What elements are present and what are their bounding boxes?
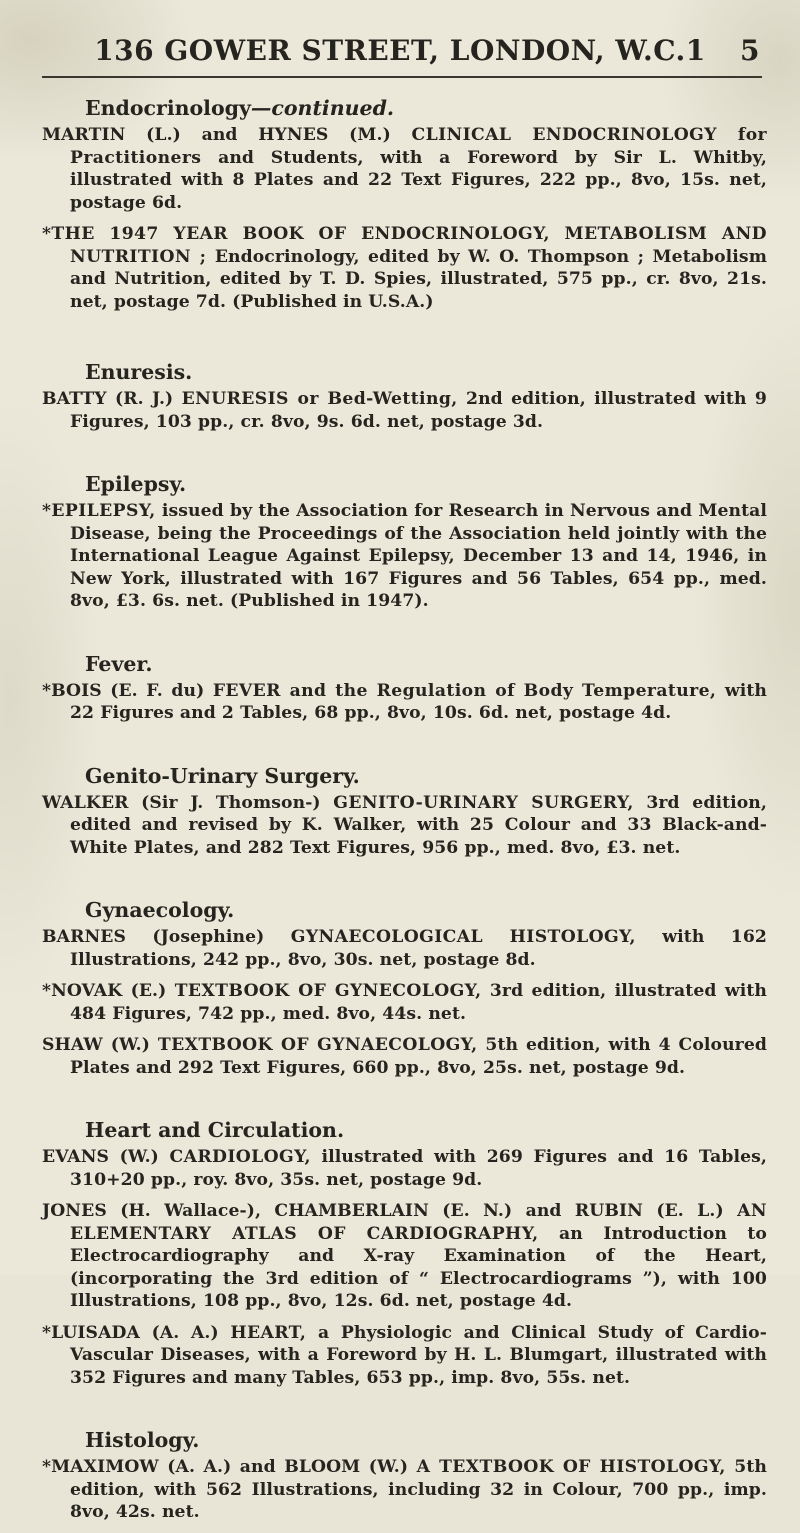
entry-details: Endocrinology, edited by W. O. Thompson ; Metabolism and Nutrition, edited by T. D. Spies, illustrated, 575 pp., cr. 8vo, 21s. net, postage 7d. (Published in U.S.A.) <box>70 246 767 312</box>
entry-author: *LUISADA (A. A.) <box>42 1322 219 1343</box>
entry-title: TEXTBOOK OF GYNECOLOGY, <box>174 981 482 1001</box>
entry-details: illustrated with 269 Figures and 16 Tables, 310+20 pp., roy. 8vo, 35s. net, postage 9d. <box>70 1147 768 1190</box>
entry-author: BARNES (Josephine) <box>42 927 265 947</box>
section-heading: Enuresis. <box>85 360 193 384</box>
entry-author: *MAXIMOW (A. A.) and BLOOM (W.) <box>42 1457 409 1477</box>
catalogue-entry <box>42 1456 767 1524</box>
entry-author: EVANS (W.) <box>42 1147 159 1167</box>
entry-details: a Physiologic and Clinical Study of Cardio-Vascular Diseases, with a Foreword by H. L. Blumgart, illustrated with 352 Figures and many Tables, 653 pp., imp. 8vo, 55s. net. <box>70 1322 767 1388</box>
entry-author: JONES (H. Wallace-), CHAMBERLAIN (E. N.) and RUBIN (E. L.) <box>42 1201 724 1221</box>
entry-title: HEART, <box>230 1322 307 1343</box>
entry-author: *EPILEPSY, <box>42 501 156 521</box>
entry-details: 3rd edition, edited and revised by K. Walker, with 25 Colour and 33 Black-and-White Plates, and 282 Text Figures, 956 pp., med. 8vo, £3. net. <box>70 792 767 858</box>
catalogue-entry <box>42 926 767 971</box>
entry-author: *NOVAK (E.) <box>42 981 167 1001</box>
section-heading: Endocrinology—continued. <box>85 96 395 120</box>
section-heading: Fever. <box>85 651 153 676</box>
entry-details: 5th edition, with 4 Coloured Plates and 292 Text Figures, 660 pp., 8vo, 25s. net, postage 9d. <box>70 1035 767 1078</box>
catalogue-entry <box>42 980 767 1025</box>
section-genito-urinary <box>42 764 767 860</box>
entry-title: TEXTBOOK OF GYNAECOLOGY, <box>157 1035 478 1055</box>
entry-author: WALKER (Sir J. Thomson-) <box>42 792 321 813</box>
page-number: 5 <box>740 34 760 67</box>
page-header <box>0 34 800 67</box>
entry-details: with 162 Illustrations, 242 pp., 8vo, 30s. net, postage 8d. <box>70 927 767 970</box>
entry-title: ENURESIS or Bed-Wetting, <box>181 389 458 409</box>
section-heading: Histology. <box>85 1428 200 1452</box>
entry-author: SHAW (W.) <box>42 1035 150 1055</box>
section-heading: Heart and Circulation. <box>85 1118 345 1142</box>
entry-title: GENITO-URINARY SURGERY, <box>333 792 634 813</box>
section-histology <box>42 1428 767 1524</box>
section-enuresis <box>42 360 767 433</box>
catalogue-entry <box>42 792 767 860</box>
entry-title: CARDIOLOGY, <box>169 1147 311 1167</box>
catalogue-entry <box>42 1200 767 1313</box>
section-gynaecology <box>42 898 767 1079</box>
entry-author: *THE 1947 YEAR BOOK OF ENDOCRINOLOGY, METABOLISM AND NUTRITION ; <box>42 224 767 267</box>
entry-author: MARTIN (L.) and HYNES (M.) <box>42 125 391 145</box>
entry-author: BATTY (R. J.) <box>42 389 174 409</box>
catalogue-entry <box>42 1146 767 1191</box>
catalogue-entry <box>42 223 767 313</box>
section-endocrinology <box>42 96 767 313</box>
entry-details: 3rd edition, illustrated with 484 Figures, 742 pp., med. 8vo, 44s. net. <box>70 981 767 1024</box>
catalogue-content <box>42 96 767 1533</box>
section-heading: Genito-Urinary Surgery. <box>85 763 360 788</box>
catalogue-entry <box>42 388 767 433</box>
entry-title: GYNAECOLOGICAL HISTOLOGY, <box>290 927 636 947</box>
section-heading: Epilepsy. <box>85 472 187 496</box>
header-address: 136 GOWER STREET, LONDON, W.C.1 <box>94 34 706 67</box>
header-rule <box>42 76 762 78</box>
catalogue-entry <box>42 1322 767 1390</box>
catalogue-entry <box>42 124 767 214</box>
entry-title: A TEXTBOOK OF HISTOLOGY, <box>416 1457 726 1477</box>
entry-title: CLINICAL ENDOCRINOLOGY for Practitioners <box>70 125 768 168</box>
section-heart-circulation <box>42 1118 767 1389</box>
entry-details: 5th edition, with 562 Illustrations, including 32 in Colour, 700 pp., imp. 8vo, 42s. net. <box>70 1457 767 1522</box>
catalogue-entry <box>42 500 767 613</box>
entry-details: 2nd edition, illustrated with 9 Figures, 103 pp., cr. 8vo, 9s. 6d. net, postage 3d. <box>70 389 767 432</box>
catalogue-entry <box>42 1034 767 1079</box>
entry-details: issued by the Association for Research in Nervous and Mental Disease, being the Proceedings of the Association held jointly with the International League Against Epilepsy, December 13 and 14, 1946, in New York, illustrated with 167 Figures and 56 Tables, 654 pp., med. 8vo, £3. 6s. net. (Published in 1947). <box>70 501 768 611</box>
entry-details: and Students, with a Foreword by Sir L. Whitby, illustrated with 8 Plates and 22 Text Figures, 222 pp., 8vo, 15s. net, postage 6d. <box>70 147 767 213</box>
section-epilepsy <box>42 472 767 613</box>
entry-title: FEVER and the Regulation of Body Temperature, <box>212 680 717 701</box>
section-heading: Gynaecology. <box>85 898 235 922</box>
entry-author: *BOIS (E. F. du) <box>42 680 205 701</box>
section-fever <box>42 652 767 725</box>
catalogue-entry <box>42 680 767 725</box>
entry-details: an Introduction to Electrocardiography and X-ray Examination of the Heart, (incorporating the 3rd edition of “ Electrocardiograms ”), with 100 Illustrations, 108 pp., 8vo, 12s. 6d. net, postage 4d. <box>70 1223 767 1311</box>
entry-details: with 22 Figures and 2 Tables, 68 pp., 8vo, 10s. 6d. net, postage 4d. <box>70 680 767 723</box>
entry-title: AN ELEMENTARY ATLAS OF CARDIOGRAPHY, <box>70 1201 767 1244</box>
